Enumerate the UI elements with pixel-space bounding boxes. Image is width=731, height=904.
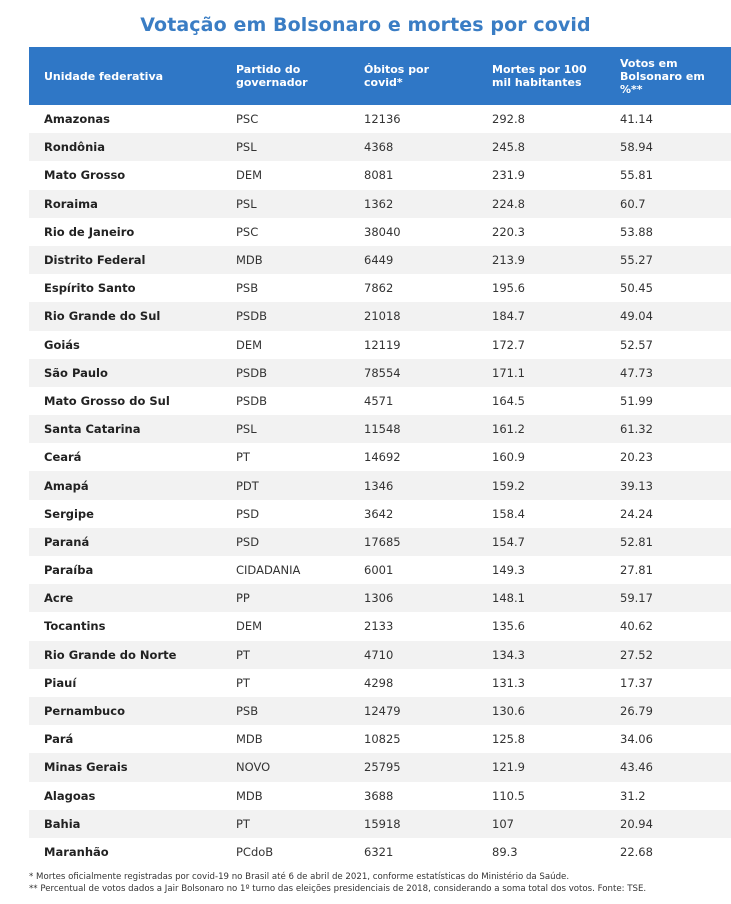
cell-obitos: 1346 [364, 478, 394, 493]
cell-obitos: 4710 [364, 647, 394, 662]
cell-mortes: 131.3 [492, 675, 525, 690]
cell-mortes: 231.9 [492, 168, 525, 183]
cell-obitos: 12136 [364, 112, 401, 127]
cell-obitos: 4298 [364, 675, 394, 690]
chart-title: Votação em Bolsonaro e mortes por covid [140, 14, 591, 36]
table-row [29, 612, 731, 640]
cell-votos: 31.2 [620, 788, 646, 803]
cell-uf: Ceará [44, 450, 82, 465]
cell-obitos: 12119 [364, 337, 401, 352]
header-unidade-federativa: Unidade federativa [44, 69, 164, 83]
cell-votos: 52.57 [620, 337, 653, 352]
cell-obitos: 6321 [364, 844, 394, 859]
cell-votos: 41.14 [620, 112, 653, 127]
header-partido: Partido do governador [236, 63, 308, 89]
cell-partido: PSDB [236, 365, 267, 380]
cell-mortes: 158.4 [492, 506, 525, 521]
table-row [29, 782, 731, 810]
cell-partido: PP [236, 591, 250, 606]
cell-uf: São Paulo [44, 365, 108, 380]
cell-uf: Mato Grosso do Sul [44, 393, 170, 408]
cell-obitos: 3688 [364, 788, 394, 803]
cell-obitos: 78554 [364, 365, 401, 380]
cell-uf: Acre [44, 591, 74, 606]
cell-mortes: 121.9 [492, 760, 525, 775]
cell-uf: Mato Grosso [44, 168, 126, 183]
cell-votos: 51.99 [620, 393, 653, 408]
cell-partido: PSD [236, 506, 260, 521]
cell-uf: Tocantins [44, 619, 106, 634]
cell-obitos: 10825 [364, 732, 401, 747]
cell-mortes: 160.9 [492, 450, 525, 465]
cell-partido: NOVO [236, 760, 271, 775]
cell-partido: PT [236, 816, 250, 831]
cell-uf: Roraima [44, 196, 98, 211]
table-row [29, 641, 731, 669]
footnotes [29, 871, 729, 895]
cell-mortes: 134.3 [492, 647, 525, 662]
cell-votos: 24.24 [620, 506, 653, 521]
cell-mortes: 172.7 [492, 337, 525, 352]
cell-mortes: 110.5 [492, 788, 525, 803]
cell-mortes: 154.7 [492, 534, 525, 549]
cell-obitos: 15918 [364, 816, 401, 831]
data-table [29, 47, 731, 866]
cell-partido: PT [236, 675, 250, 690]
cell-mortes: 135.6 [492, 619, 525, 634]
cell-partido: PT [236, 450, 250, 465]
cell-uf: Maranhão [44, 844, 109, 859]
cell-partido: PSD [236, 534, 260, 549]
cell-mortes: 148.1 [492, 591, 525, 606]
cell-uf: Piauí [44, 675, 77, 690]
cell-partido: PSL [236, 140, 257, 155]
cell-votos: 55.81 [620, 168, 653, 183]
cell-obitos: 11548 [364, 422, 401, 437]
table-row [29, 500, 731, 528]
table-row [29, 584, 731, 612]
cell-mortes: 161.2 [492, 422, 525, 437]
table-row [29, 528, 731, 556]
cell-obitos: 38040 [364, 224, 401, 239]
cell-partido: PSB [236, 281, 259, 296]
cell-partido: PSDB [236, 393, 267, 408]
cell-uf: Bahia [44, 816, 81, 831]
cell-uf: Amapá [44, 478, 89, 493]
cell-partido: PSL [236, 422, 257, 437]
cell-uf: Amazonas [44, 112, 111, 127]
cell-partido: PSL [236, 196, 257, 211]
cell-obitos: 1306 [364, 591, 394, 606]
cell-partido: PT [236, 647, 250, 662]
table-row [29, 274, 731, 302]
cell-uf: Santa Catarina [44, 422, 141, 437]
cell-mortes: 292.8 [492, 112, 525, 127]
cell-mortes: 213.9 [492, 253, 525, 268]
header-obitos: Óbitos por covid* [364, 63, 430, 89]
cell-votos: 27.52 [620, 647, 653, 662]
cell-obitos: 2133 [364, 619, 394, 634]
cell-votos: 49.04 [620, 309, 653, 324]
cell-mortes: 107 [492, 816, 514, 831]
cell-obitos: 7862 [364, 281, 394, 296]
cell-uf: Pará [44, 732, 74, 747]
table-row [29, 697, 731, 725]
cell-mortes: 125.8 [492, 732, 525, 747]
cell-votos: 47.73 [620, 365, 653, 380]
cell-uf: Pernambuco [44, 704, 125, 719]
cell-uf: Paraná [44, 534, 90, 549]
cell-obitos: 17685 [364, 534, 401, 549]
cell-obitos: 6001 [364, 563, 394, 578]
cell-mortes: 224.8 [492, 196, 525, 211]
cell-obitos: 3642 [364, 506, 394, 521]
cell-uf: Rondônia [44, 140, 105, 155]
cell-votos: 27.81 [620, 563, 653, 578]
cell-uf: Espírito Santo [44, 281, 136, 296]
cell-obitos: 21018 [364, 309, 401, 324]
table-body [29, 105, 731, 866]
cell-mortes: 164.5 [492, 393, 525, 408]
cell-votos: 43.46 [620, 760, 653, 775]
table-row [29, 105, 731, 133]
header-votos-bolsonaro: Votos em Bolsonaro em %** [620, 56, 705, 96]
cell-votos: 39.13 [620, 478, 653, 493]
cell-uf: Distrito Federal [44, 253, 146, 268]
cell-uf: Alagoas [44, 788, 96, 803]
cell-mortes: 159.2 [492, 478, 525, 493]
table-row [29, 302, 731, 330]
cell-partido: PSB [236, 704, 259, 719]
cell-mortes: 184.7 [492, 309, 525, 324]
table-row [29, 471, 731, 499]
table-row [29, 218, 731, 246]
cell-uf: Goiás [44, 337, 80, 352]
table-row [29, 810, 731, 838]
cell-votos: 55.27 [620, 253, 653, 268]
cell-partido: PSDB [236, 309, 267, 324]
table-row [29, 387, 731, 415]
cell-mortes: 245.8 [492, 140, 525, 155]
cell-uf: Rio Grande do Sul [44, 309, 161, 324]
cell-mortes: 149.3 [492, 563, 525, 578]
header-mortes-100mil: Mortes por 100 mil habitantes [492, 63, 587, 89]
table-row [29, 669, 731, 697]
cell-obitos: 12479 [364, 704, 401, 719]
footnote-votos: ** Percentual de votos dados a Jair Bolsonaro no 1º turno das eleições presidenciais de 2018, considerando a soma total dos votos. Fonte: TSE. [29, 884, 647, 894]
table-row [29, 443, 731, 471]
table-row [29, 725, 731, 753]
cell-uf: Rio de Janeiro [44, 224, 135, 239]
cell-partido: MDB [236, 732, 263, 747]
cell-mortes: 89.3 [492, 844, 518, 859]
cell-mortes: 220.3 [492, 224, 525, 239]
cell-partido: PSC [236, 224, 259, 239]
cell-mortes: 171.1 [492, 365, 525, 380]
cell-partido: PCdoB [236, 844, 274, 859]
cell-votos: 61.32 [620, 422, 653, 437]
cell-votos: 59.17 [620, 591, 653, 606]
cell-obitos: 1362 [364, 196, 394, 211]
cell-votos: 50.45 [620, 281, 653, 296]
cell-uf: Sergipe [44, 506, 94, 521]
cell-obitos: 4368 [364, 140, 394, 155]
table-row [29, 415, 731, 443]
cell-votos: 34.06 [620, 732, 653, 747]
table-row [29, 753, 731, 781]
cell-partido: DEM [236, 337, 263, 352]
cell-votos: 60.7 [620, 196, 646, 211]
table-row [29, 838, 731, 866]
cell-uf: Minas Gerais [44, 760, 128, 775]
table-row [29, 331, 731, 359]
cell-votos: 20.23 [620, 450, 653, 465]
cell-partido: PDT [236, 478, 259, 493]
header-row [29, 47, 731, 105]
cell-votos: 52.81 [620, 534, 653, 549]
cell-uf: Rio Grande do Norte [44, 647, 177, 662]
footnote-obitos: * Mortes oficialmente registradas por covid-19 no Brasil até 6 de abril de 2021, conforme estatísticas do Ministério da Saúde. [29, 872, 570, 882]
cell-mortes: 130.6 [492, 704, 525, 719]
cell-partido: PSC [236, 112, 259, 127]
cell-uf: Paraíba [44, 563, 94, 578]
cell-partido: DEM [236, 168, 263, 183]
table-row [29, 246, 731, 274]
table-row [29, 556, 731, 584]
table-row [29, 359, 731, 387]
cell-obitos: 25795 [364, 760, 401, 775]
cell-obitos: 8081 [364, 168, 394, 183]
cell-partido: DEM [236, 619, 263, 634]
cell-votos: 40.62 [620, 619, 653, 634]
cell-partido: CIDADANIA [236, 563, 301, 578]
cell-votos: 58.94 [620, 140, 653, 155]
cell-mortes: 195.6 [492, 281, 525, 296]
cell-partido: MDB [236, 253, 263, 268]
cell-obitos: 6449 [364, 253, 394, 268]
cell-obitos: 4571 [364, 393, 394, 408]
table-row [29, 161, 731, 189]
cell-votos: 17.37 [620, 675, 653, 690]
cell-obitos: 14692 [364, 450, 401, 465]
cell-votos: 22.68 [620, 844, 653, 859]
cell-votos: 20.94 [620, 816, 653, 831]
cell-votos: 53.88 [620, 224, 653, 239]
table-row [29, 190, 731, 218]
table-row [29, 133, 731, 161]
cell-votos: 26.79 [620, 704, 653, 719]
cell-partido: MDB [236, 788, 263, 803]
